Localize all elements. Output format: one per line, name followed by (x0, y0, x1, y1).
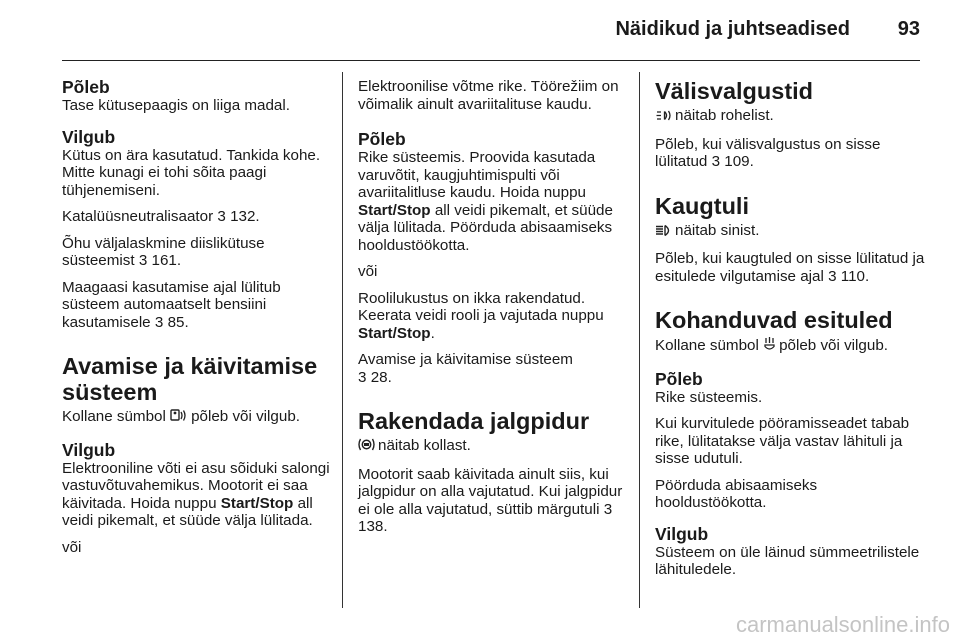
column-2 (358, 78, 628, 536)
column-1 (62, 78, 332, 556)
paragraph: või (358, 263, 378, 280)
subheading-poleb: Põleb (62, 77, 110, 97)
text: Elektrooniline võti ei asu sõiduki salongi vastuvõtuvahemikus. Mootorit ei saa käivitada. Hoida nuppu (62, 459, 330, 512)
symbol-intro: näitab kollast. (378, 437, 471, 454)
paragraph-with-icon (62, 408, 332, 428)
button-name: Start/Stop (220, 494, 294, 512)
header-divider (62, 60, 920, 61)
ref-arrow: 3 (711, 153, 721, 170)
paragraph (62, 460, 332, 530)
column-divider-1 (342, 72, 343, 608)
ref-page[interactable]: 161. (151, 252, 182, 269)
subheading-poleb: Põleb (358, 129, 406, 149)
symbol-intro: põleb või vilgub. (779, 337, 888, 354)
adaptive-headlight-icon (763, 336, 776, 357)
paragraph (358, 149, 628, 254)
subheading-vilgub: Vilgub (655, 523, 709, 544)
high-beam-icon (655, 224, 672, 242)
paragraph-with-icon (655, 336, 930, 357)
ref-text: Õhu väljalaskmine diislikütuse süsteemist (62, 234, 265, 269)
paragraph-with-ref (655, 136, 930, 171)
ref-page[interactable]: 109. (724, 153, 754, 170)
text: all veidi pikemalt, et süüde välja lülitada. (62, 494, 313, 529)
paragraph: Pöörduda abisaamiseks hooldustöökotta. (655, 476, 818, 511)
paragraph-with-icon (655, 107, 930, 127)
ref-text: Mootorit saab käivitada ainult siis, kui jalgpidur on alla vajutatud. Kui jalgpidur ei ole alla vajutatud, süttib märgutuli (358, 465, 623, 518)
watermark: carmanualsonline.info (735, 612, 950, 637)
ref-arrow: 3 (138, 252, 148, 269)
symbol-intro: näitab rohelist. (675, 107, 774, 124)
page-header (0, 0, 960, 62)
paragraph-with-ref (62, 235, 332, 270)
ref-arrow: 3 (603, 500, 613, 518)
symbol-intro: Kollane sümbol (62, 408, 166, 425)
ref-arrow: 3 (828, 267, 837, 285)
paragraph: Tase kütusepaagis on liiga madal. (62, 97, 290, 114)
button-name: Start/Stop (358, 201, 431, 219)
paragraph-with-ref (655, 250, 930, 285)
paragraph-with-ref (62, 279, 332, 332)
ref-arrow: 3 (358, 368, 367, 386)
ref-text: Maagaasi kasutamise ajal lülitub süsteem automaatselt bensiini kasutamisele (62, 278, 281, 331)
ref-text: Põleb, kui välisvalgustus on sisse lülitatud (655, 135, 881, 170)
paragraph: Elektroonilise võtme rike. Töörežiim on võimalik ainult avariitalituse kaudu. (358, 78, 619, 113)
section-heading-avamise: Avamise ja käivitamise süsteem (62, 353, 318, 405)
symbol-intro: Kollane sümbol (655, 337, 759, 354)
paragraph (358, 290, 628, 343)
ref-text: Avamise ja käivitamise süsteem (358, 351, 573, 368)
page-title: Näidikud ja juhtseadised (615, 18, 850, 40)
ref-arrow: 3 (217, 208, 226, 225)
button-name: Start/Stop (358, 324, 431, 342)
ref-page[interactable]: 85. (167, 313, 189, 331)
ref-page[interactable]: 110. (840, 267, 870, 285)
column-3 (655, 78, 930, 579)
text: . (430, 324, 435, 342)
paragraph-with-ref (62, 208, 332, 226)
subheading-vilgub: Vilgub (62, 126, 116, 147)
paragraph-with-ref (358, 351, 628, 386)
ref-page[interactable]: 132. (230, 208, 260, 225)
section-heading-rakendada: Rakendada jalgpidur (358, 408, 590, 434)
section-heading-kaugtuli: Kaugtuli (655, 192, 749, 219)
paragraph-with-ref (358, 466, 628, 536)
ref-arrow: 3 (154, 313, 164, 331)
ref-text: Katalüüsneutralisaator (62, 208, 214, 225)
ref-page[interactable]: 138. (358, 518, 388, 535)
symbol-intro: põleb või vilgub. (191, 408, 300, 425)
subheading-vilgub: Vilgub (62, 439, 116, 460)
paragraph: Süsteem on üle läinud sümmeetrilistele lähituledele. (655, 543, 920, 578)
key-in-car-icon (170, 408, 188, 428)
text: all veidi pikemalt, et süüde välja lülitada. Pöörduda abisaamiseks hooldustöökotta. (358, 201, 613, 254)
paragraph-with-icon (358, 437, 628, 457)
text: Rike süsteemis. Proovida kasutada varuvõtit, kaugjuhtimispulti või avariitalitluse kaudu. Hoida nuppu (358, 149, 596, 201)
paragraph: Kütus on ära kasutatud. Tankida kohe. Mitte kunagi ei tohi sõita paagi tühjenemiseni. (62, 146, 321, 199)
paragraph-with-icon (655, 222, 930, 242)
subheading-poleb: Põleb (655, 368, 703, 389)
page-number: 93 (897, 18, 920, 40)
column-divider-2 (639, 72, 640, 608)
symbol-intro: näitab sinist. (675, 221, 760, 239)
section-heading-kohanduvad: Kohanduvad esituled (655, 307, 893, 333)
paragraph: Kui kurvitulede pööramisseadet tabab rike, lülitatakse välja vastav lähituli ja sisse udutuli. (655, 415, 910, 467)
ref-page[interactable]: 28. (370, 368, 392, 386)
exterior-lights-icon (655, 109, 672, 127)
section-heading-valisvalgustid: Välisvalgustid (655, 78, 814, 104)
paragraph: Rike süsteemis. (655, 388, 763, 406)
ref-text: Põleb, kui kaugtuled on sisse lülitatud ja esitulede vilgutamise ajal (655, 250, 925, 285)
brake-pedal-icon (358, 437, 375, 457)
text: Roolilukustus on ikka rakendatud. Keerata veidi rooli ja vajutada nuppu (358, 289, 604, 324)
paragraph: või (62, 538, 82, 556)
